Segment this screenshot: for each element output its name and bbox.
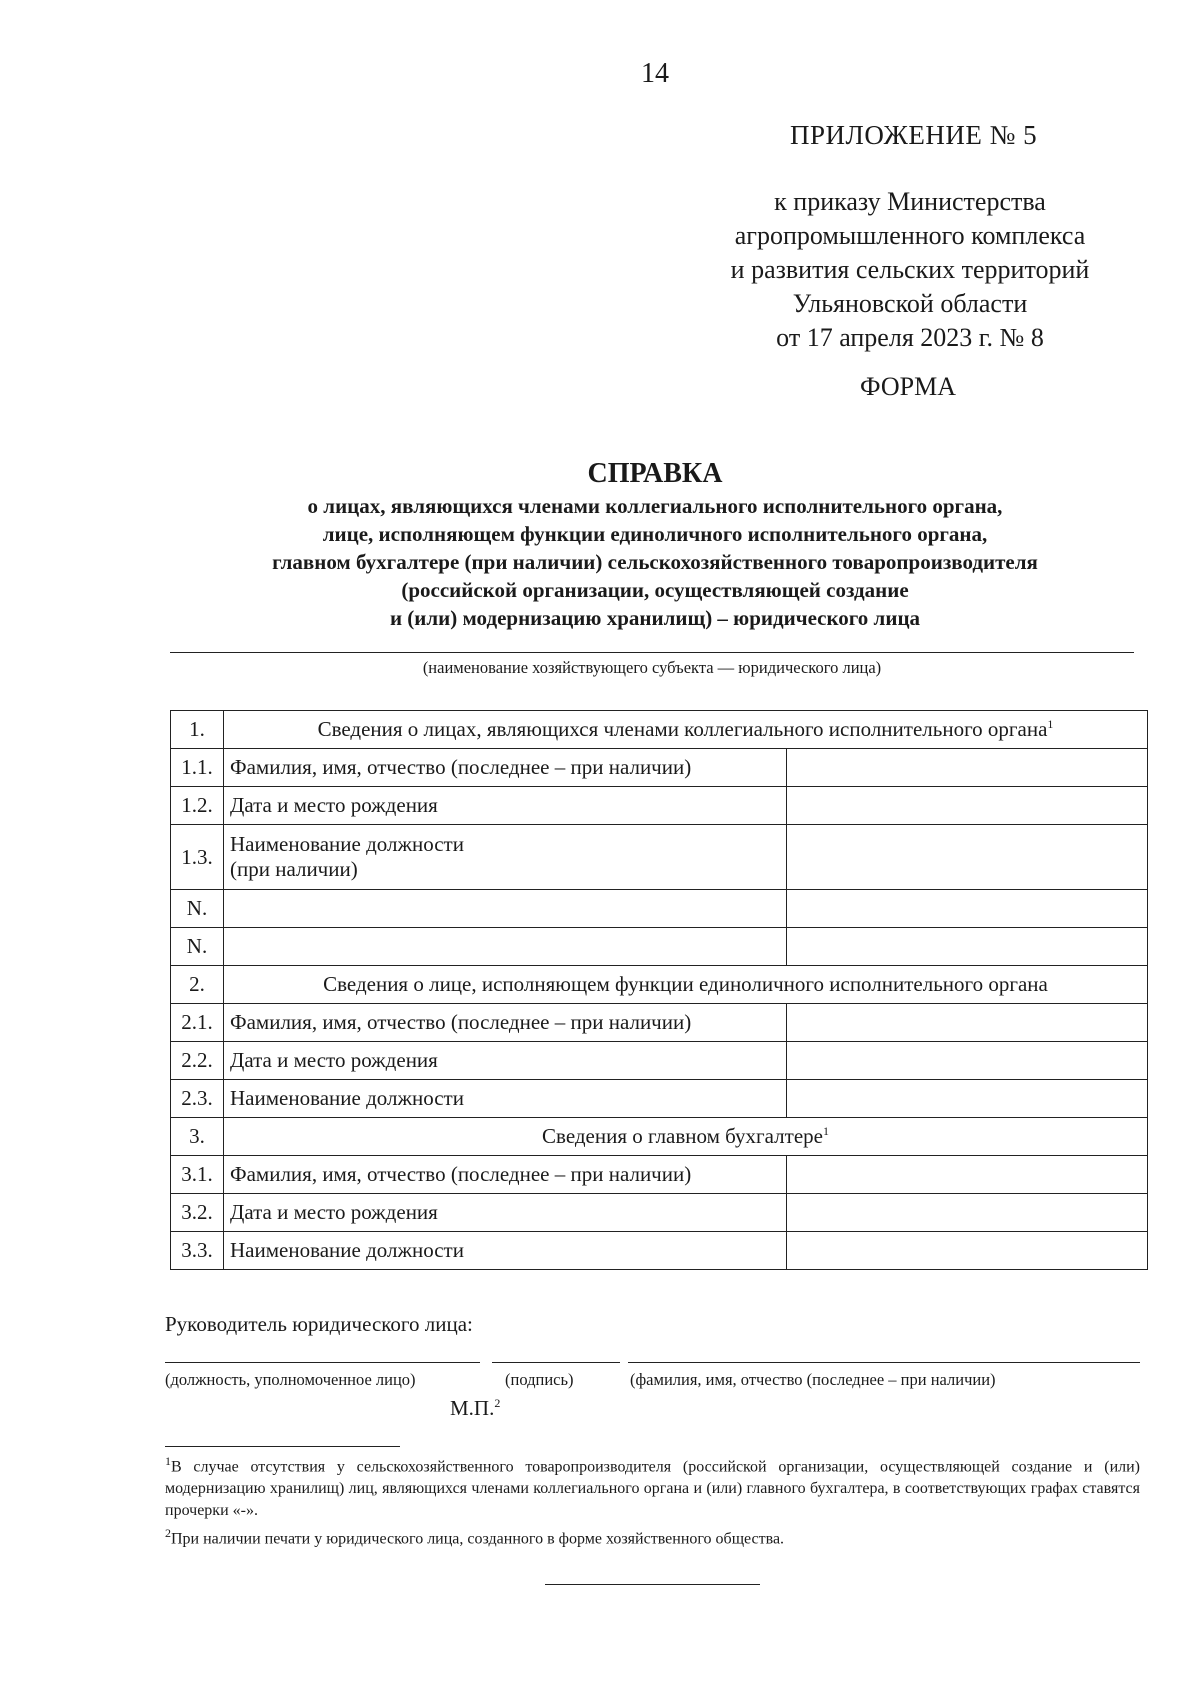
section-number: 3.: [171, 1118, 224, 1156]
document-title: СПРАВКА: [587, 458, 723, 489]
row-label: Фамилия, имя, отчество (последнее – при наличии): [224, 1004, 787, 1042]
row-value-cell[interactable]: [787, 1004, 1148, 1042]
appendix-line: и развития сельских территорий: [730, 255, 1090, 284]
appendix-line: Ульяновской области: [792, 289, 1028, 318]
table-row: [171, 1232, 1148, 1270]
stamp-place: [450, 1396, 500, 1421]
section-heading-text: Сведения о главном бухгалтере: [542, 1124, 823, 1148]
table-row: [171, 749, 1148, 787]
row-number: 2.2.: [171, 1042, 224, 1080]
section-heading-text: Сведения о лицах, являющихся членами коллегиального исполнительного органа: [317, 717, 1048, 741]
row-value-cell[interactable]: [787, 825, 1148, 890]
footnote-text: В случае отсутствия у сельскохозяйственного товаропроизводителя (российской организации, осуществляющей создание и (или) модернизацию хранилищ) лиц, являющихся членами коллегиального органа и (или) главного бухгалтера, в соответствующих графах ставятся прочерки «-».: [165, 1458, 1140, 1520]
row-value-cell[interactable]: [787, 928, 1148, 966]
table-row: [171, 890, 1148, 928]
footnote-2: [165, 1522, 1140, 1550]
subtitle-line: о лицах, являющихся членами коллегиального исполнительного органа,: [307, 494, 1003, 518]
row-number: 1.2.: [171, 787, 224, 825]
document-subtitle: [150, 492, 1160, 632]
table-row: [171, 1194, 1148, 1232]
row-label[interactable]: [224, 890, 787, 928]
appendix-title: ПРИЛОЖЕНИЕ № 5: [790, 120, 1038, 150]
subtitle-line: (российской организации, осуществляющей создание: [401, 578, 909, 602]
subtitle-line: главном бухгалтере (при наличии) сельскохозяйственного товаропроизводителя: [272, 550, 1038, 574]
section-heading: [224, 711, 1148, 749]
appendix-line: от 17 апреля 2023 г. № 8: [776, 323, 1044, 352]
row-number: 3.1.: [171, 1156, 224, 1194]
table-row: [171, 1004, 1148, 1042]
page-number: 14: [641, 58, 669, 89]
row-value-cell[interactable]: [787, 890, 1148, 928]
row-value-cell[interactable]: [787, 1042, 1148, 1080]
footnotes: [165, 1450, 1140, 1551]
table-row: [171, 787, 1148, 825]
signature-line[interactable]: [492, 1362, 620, 1363]
table-row: [171, 928, 1148, 966]
position-caption: (должность, уполномоченное лицо): [165, 1370, 416, 1389]
stamp-label: М.П.: [450, 1396, 495, 1420]
row-label: Наименование должности: [224, 1080, 787, 1118]
form-label: ФОРМА: [860, 372, 956, 401]
row-number: 3.2.: [171, 1194, 224, 1232]
section-heading-row: [171, 1118, 1148, 1156]
signature-caption: (подпись): [505, 1370, 574, 1389]
subtitle-line: лице, исполняющем функции единоличного исполнительного органа,: [322, 522, 988, 546]
full-name-caption: (фамилия, имя, отчество (последнее – при наличии): [630, 1370, 996, 1389]
entity-name-caption: (наименование хозяйствующего субъекта — юридического лица): [422, 658, 882, 677]
row-label: Дата и место рождения: [224, 1042, 787, 1080]
row-label: [224, 825, 787, 890]
footnote-divider: [165, 1446, 400, 1447]
footnote-mark: 2: [494, 1396, 501, 1410]
row-value-cell[interactable]: [787, 1080, 1148, 1118]
subtitle-line: и (или) модернизацию хранилищ) – юридического лица: [389, 606, 921, 630]
row-number: N.: [171, 890, 224, 928]
section-number: 2.: [171, 966, 224, 1004]
row-label: Фамилия, имя, отчество (последнее – при наличии): [224, 749, 787, 787]
section-heading-row: [171, 711, 1148, 749]
full-name-line[interactable]: [628, 1362, 1140, 1363]
head-of-entity-label: Руководитель юридического лица:: [165, 1312, 473, 1336]
row-number: 1.3.: [171, 825, 224, 890]
footnote-mark: 2: [165, 1526, 171, 1541]
footnote-text: При наличии печати у юридического лица, созданного в форме хозяйственного общества.: [171, 1530, 785, 1548]
appendix-line: агропромышленного комплекса: [734, 221, 1086, 250]
row-label-line: Наименование должности: [230, 832, 464, 856]
section-heading: [224, 1118, 1148, 1156]
row-number: 3.3.: [171, 1232, 224, 1270]
table-row: [171, 1080, 1148, 1118]
row-number: 2.1.: [171, 1004, 224, 1042]
end-divider: [545, 1584, 760, 1585]
row-label: Наименование должности: [224, 1232, 787, 1270]
info-table: [170, 710, 1148, 1270]
table-row: [171, 825, 1148, 890]
row-label-line: (при наличии): [230, 857, 358, 881]
table-row: [171, 1156, 1148, 1194]
row-value-cell[interactable]: [787, 787, 1148, 825]
section-heading: Сведения о лице, исполняющем функции единоличного исполнительного органа: [224, 966, 1148, 1004]
row-label: Фамилия, имя, отчество (последнее – при наличии): [224, 1156, 787, 1194]
row-value-cell[interactable]: [787, 1156, 1148, 1194]
footnote-mark: 1: [1047, 717, 1054, 731]
appendix-reference: [660, 185, 1160, 355]
footnote-mark: 1: [165, 1454, 171, 1468]
row-number: N.: [171, 928, 224, 966]
row-label[interactable]: [224, 928, 787, 966]
row-label: Дата и место рождения: [224, 787, 787, 825]
table-row: [171, 1042, 1148, 1080]
section-number: 1.: [171, 711, 224, 749]
position-line[interactable]: [165, 1362, 480, 1363]
row-value-cell[interactable]: [787, 1194, 1148, 1232]
footnote-1: [165, 1450, 1140, 1522]
row-label: Дата и место рождения: [224, 1194, 787, 1232]
row-number: 1.1.: [171, 749, 224, 787]
row-value-cell[interactable]: [787, 1232, 1148, 1270]
row-value-cell[interactable]: [787, 749, 1148, 787]
section-heading-row: [171, 966, 1148, 1004]
footnote-mark: 1: [822, 1124, 829, 1138]
row-number: 2.3.: [171, 1080, 224, 1118]
appendix-line: к приказу Министерства: [774, 187, 1046, 216]
entity-name-line[interactable]: [170, 652, 1134, 653]
